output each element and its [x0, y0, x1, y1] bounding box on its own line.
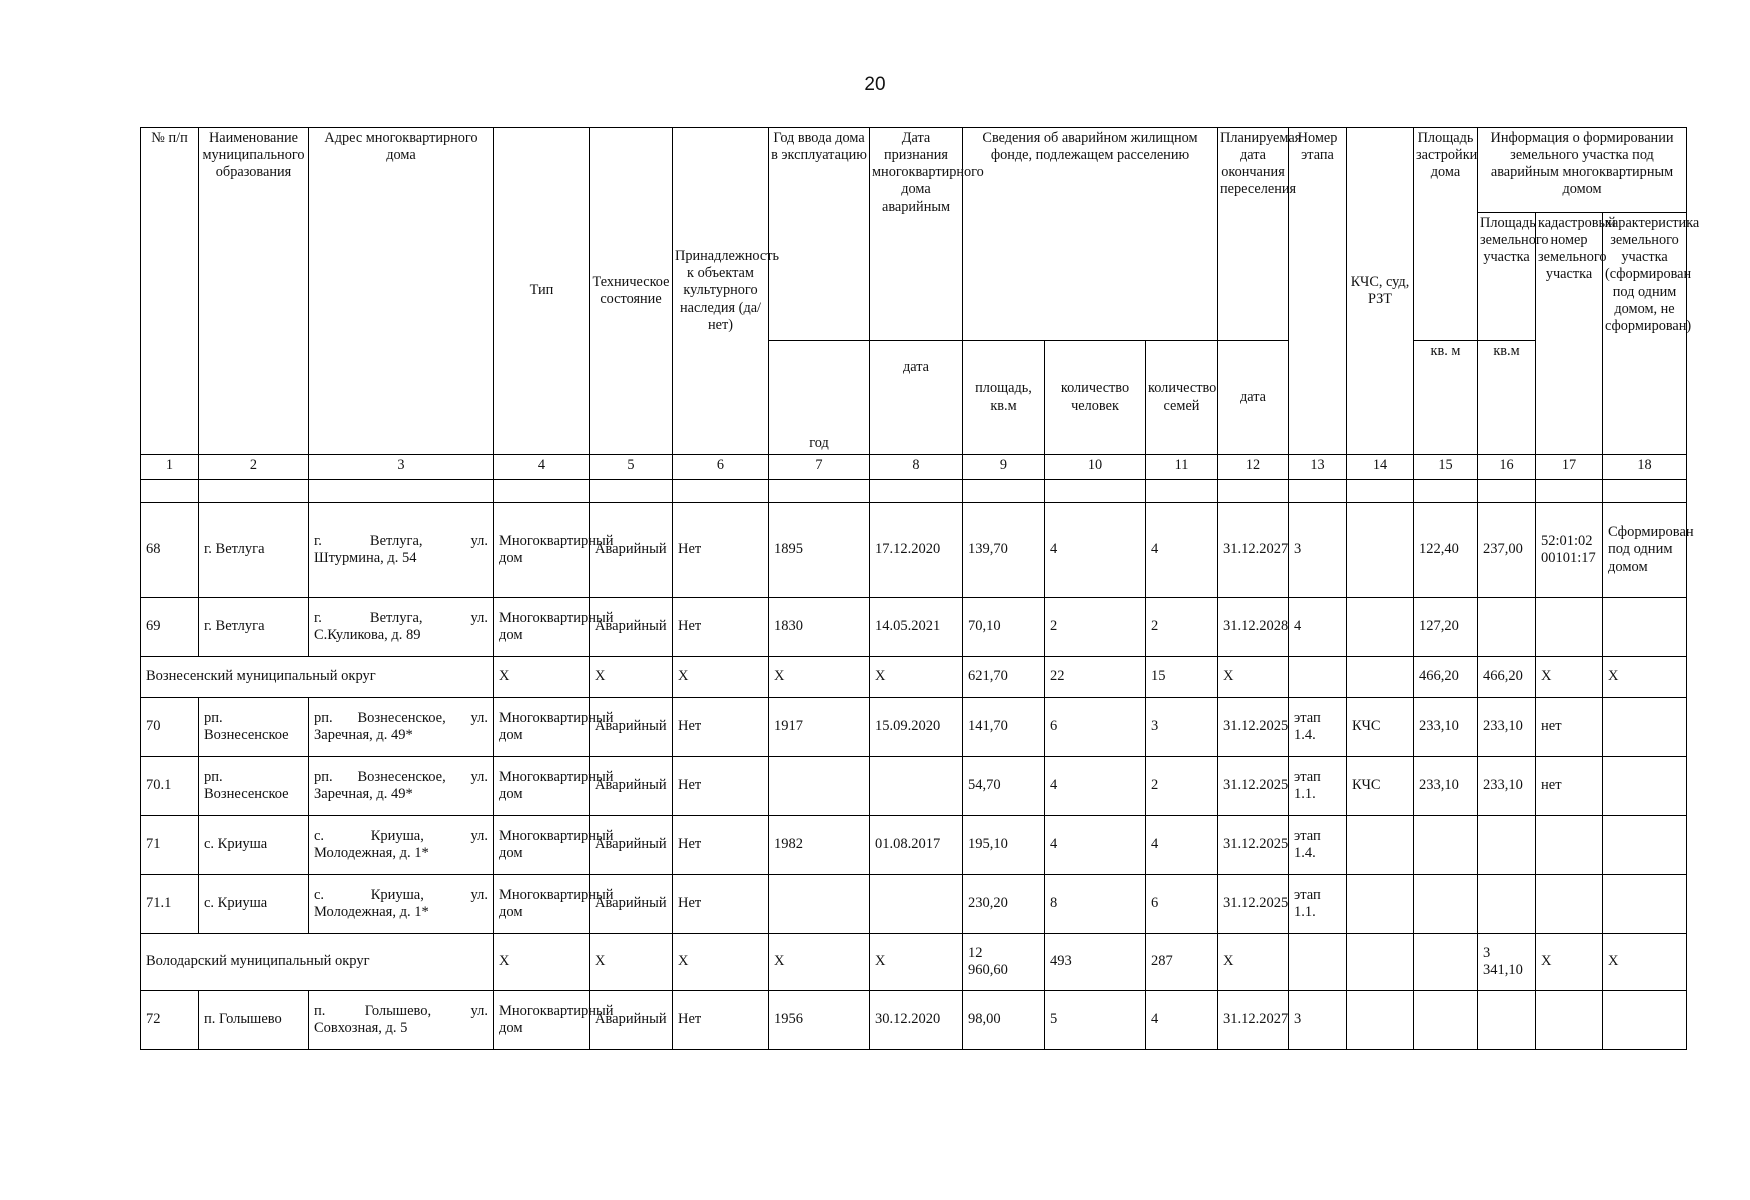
area: 54,70	[963, 757, 1045, 816]
summary-cell: Х	[1536, 657, 1603, 698]
spacer-cell	[590, 480, 673, 503]
column-number: 1	[141, 455, 199, 480]
table-row	[141, 991, 1687, 1050]
spacer-cell	[963, 480, 1045, 503]
planned-date: 31.12.2027	[1218, 503, 1289, 598]
emergency-date: 30.12.2020	[870, 991, 963, 1050]
commission-year: 1895	[769, 503, 870, 598]
land-area	[1478, 875, 1536, 934]
column-number: 10	[1045, 455, 1146, 480]
spacer-cell	[1414, 480, 1478, 503]
summary-cell: Х	[1218, 657, 1289, 698]
summary-row	[141, 934, 1687, 991]
page-number: 20	[864, 74, 886, 95]
land-area: 233,10	[1478, 757, 1536, 816]
spacer-cell	[870, 480, 963, 503]
summary-cell	[1347, 657, 1414, 698]
header-planned-date-sub: дата	[1218, 341, 1289, 455]
spacer-cell	[309, 480, 494, 503]
house-type: Многоквартирный дом	[494, 816, 590, 875]
technical-condition: Аварийный	[590, 757, 673, 816]
emergency-date: 01.08.2017	[870, 816, 963, 875]
people-count: 4	[1045, 816, 1146, 875]
header-building-area-sub: кв. м	[1414, 341, 1478, 455]
header-land-area-sub: кв.м	[1478, 341, 1536, 455]
summary-cell: Х	[1218, 934, 1289, 991]
address: г. Ветлуга, ул. Штурмина, д. 54	[309, 503, 494, 598]
stage: этап 1.1.	[1289, 875, 1347, 934]
column-number: 7	[769, 455, 870, 480]
building-area: 127,20	[1414, 598, 1478, 657]
row-number: 70	[141, 698, 199, 757]
stage: этап 1.4.	[1289, 816, 1347, 875]
header-area-sub: площадь, кв.м	[963, 341, 1045, 455]
table-row	[141, 698, 1687, 757]
stage: 4	[1289, 598, 1347, 657]
header-families-sub: количество семей	[1146, 341, 1218, 455]
column-number: 12	[1218, 455, 1289, 480]
spacer-cell	[494, 480, 590, 503]
people-count: 4	[1045, 757, 1146, 816]
commission-year	[769, 875, 870, 934]
land-area: 237,00	[1478, 503, 1536, 598]
house-type: Многоквартирный дом	[494, 503, 590, 598]
summary-cell: Х	[1603, 934, 1687, 991]
technical-condition: Аварийный	[590, 503, 673, 598]
summary-cell: Х	[673, 934, 769, 991]
technical-condition: Аварийный	[590, 816, 673, 875]
families-count: 4	[1146, 991, 1218, 1050]
people-count: 2	[1045, 598, 1146, 657]
emergency-date: 15.09.2020	[870, 698, 963, 757]
families-count: 4	[1146, 816, 1218, 875]
column-number: 9	[963, 455, 1045, 480]
table-row	[141, 503, 1687, 598]
table-row	[141, 816, 1687, 875]
summary-people: 493	[1045, 934, 1146, 991]
spacer-cell	[1146, 480, 1218, 503]
land-characteristic: Сформирован под одним домом	[1603, 503, 1687, 598]
commission-year: 1956	[769, 991, 870, 1050]
municipality: с. Криуша	[199, 875, 309, 934]
summary-cell: Х	[494, 934, 590, 991]
emergency-housing-table	[140, 127, 1700, 1050]
address: с. Криуша, ул. Молодежная, д. 1*	[309, 875, 494, 934]
header-year: Год ввода дома в эксплуатацию	[769, 128, 870, 341]
cadastral-number: нет	[1536, 757, 1603, 816]
summary-label: Вознесенский муниципальный округ	[141, 657, 494, 698]
municipality: п. Голышево	[199, 991, 309, 1050]
header-municipality: Наименование муниципального образования	[199, 128, 309, 455]
summary-land-area: 466,20	[1478, 657, 1536, 698]
summary-cell: Х	[870, 934, 963, 991]
technical-condition: Аварийный	[590, 698, 673, 757]
spacer-cell	[141, 480, 199, 503]
area: 98,00	[963, 991, 1045, 1050]
kchs: КЧС	[1347, 757, 1414, 816]
land-characteristic	[1603, 875, 1687, 934]
summary-building-area: 466,20	[1414, 657, 1478, 698]
summary-cell	[1347, 934, 1414, 991]
column-number: 8	[870, 455, 963, 480]
header-land-characteristic: характеристика земельного участка (сформирован под одним домом, не сформирован)	[1603, 213, 1687, 455]
heritage: Нет	[673, 816, 769, 875]
column-number: 2	[199, 455, 309, 480]
house-type: Многоквартирный дом	[494, 698, 590, 757]
families-count: 2	[1146, 598, 1218, 657]
header-cadastral-number: кадастровый номер земельного участка	[1536, 213, 1603, 455]
cadastral-number	[1536, 816, 1603, 875]
header-planned-date: Планируемая дата окончания переселения	[1218, 128, 1289, 341]
header-land-plot-info: Информация о формировании земельного участка под аварийным многоквартирным домом	[1478, 128, 1687, 213]
address: с. Криуша, ул. Молодежная, д. 1*	[309, 816, 494, 875]
summary-families: 15	[1146, 657, 1218, 698]
kchs: КЧС	[1347, 698, 1414, 757]
land-characteristic	[1603, 816, 1687, 875]
stage: 3	[1289, 991, 1347, 1050]
house-type: Многоквартирный дом	[494, 598, 590, 657]
column-number: 4	[494, 455, 590, 480]
spacer-cell	[673, 480, 769, 503]
summary-cell: Х	[1536, 934, 1603, 991]
emergency-date: 14.05.2021	[870, 598, 963, 657]
kchs	[1347, 598, 1414, 657]
municipality: г. Ветлуга	[199, 598, 309, 657]
table-row	[141, 757, 1687, 816]
area: 195,10	[963, 816, 1045, 875]
column-number: 3	[309, 455, 494, 480]
families-count: 6	[1146, 875, 1218, 934]
heritage: Нет	[673, 698, 769, 757]
kchs	[1347, 503, 1414, 598]
summary-cell: Х	[494, 657, 590, 698]
header-land-area: Площадь земельного участка	[1478, 213, 1536, 341]
row-number: 68	[141, 503, 199, 598]
summary-row	[141, 657, 1687, 698]
commission-year: 1982	[769, 816, 870, 875]
column-number: 6	[673, 455, 769, 480]
row-number: 71.1	[141, 875, 199, 934]
area: 230,20	[963, 875, 1045, 934]
families-count: 3	[1146, 698, 1218, 757]
area: 70,10	[963, 598, 1045, 657]
column-number: 11	[1146, 455, 1218, 480]
land-characteristic	[1603, 698, 1687, 757]
heritage: Нет	[673, 503, 769, 598]
address: п. Голышево, ул. Совхозная, д. 5	[309, 991, 494, 1050]
header-type: Тип	[494, 128, 590, 455]
row-number: 72	[141, 991, 199, 1050]
technical-condition: Аварийный	[590, 598, 673, 657]
heritage: Нет	[673, 875, 769, 934]
building-area: 233,10	[1414, 698, 1478, 757]
summary-cell	[1289, 657, 1347, 698]
spacer-cell	[1347, 480, 1414, 503]
header-resettlement-info: Сведения об аварийном жилищном фонде, подлежащем расселению	[963, 128, 1218, 341]
building-area: 233,10	[1414, 757, 1478, 816]
summary-cell: Х	[673, 657, 769, 698]
summary-people: 22	[1045, 657, 1146, 698]
technical-condition: Аварийный	[590, 991, 673, 1050]
emergency-date	[870, 875, 963, 934]
emergency-date	[870, 757, 963, 816]
people-count: 5	[1045, 991, 1146, 1050]
summary-cell: Х	[590, 657, 673, 698]
land-area	[1478, 816, 1536, 875]
table-row	[141, 598, 1687, 657]
header-number: № п/п	[141, 128, 199, 455]
header-kchs: КЧС, суд, РЗТ	[1347, 128, 1414, 455]
summary-area: 621,70	[963, 657, 1045, 698]
header-building-area: Площадь застройки дома	[1414, 128, 1478, 341]
cadastral-number	[1536, 598, 1603, 657]
header-year-sub: год	[769, 341, 870, 455]
cadastral-number	[1536, 875, 1603, 934]
people-count: 8	[1045, 875, 1146, 934]
spacer-cell	[1603, 480, 1687, 503]
planned-date: 31.12.2028	[1218, 598, 1289, 657]
heritage: Нет	[673, 991, 769, 1050]
column-number: 13	[1289, 455, 1347, 480]
kchs	[1347, 816, 1414, 875]
municipality: г. Ветлуга	[199, 503, 309, 598]
land-area	[1478, 991, 1536, 1050]
kchs	[1347, 875, 1414, 934]
cadastral-number: нет	[1536, 698, 1603, 757]
spacer-cell	[199, 480, 309, 503]
emergency-date: 17.12.2020	[870, 503, 963, 598]
row-number: 69	[141, 598, 199, 657]
house-type: Многоквартирный дом	[494, 757, 590, 816]
municipality: рп. Вознесенское	[199, 757, 309, 816]
land-characteristic	[1603, 991, 1687, 1050]
building-area	[1414, 875, 1478, 934]
summary-land-area: 3 341,10	[1478, 934, 1536, 991]
house-type: Многоквартирный дом	[494, 991, 590, 1050]
summary-cell: Х	[870, 657, 963, 698]
kchs	[1347, 991, 1414, 1050]
header-heritage: Принадлежность к объектам культурного наследия (да/нет)	[673, 128, 769, 455]
commission-year: 1830	[769, 598, 870, 657]
row-number: 70.1	[141, 757, 199, 816]
header-address: Адрес многоквартирного дома	[309, 128, 494, 455]
people-count: 4	[1045, 503, 1146, 598]
spacer-cell	[1536, 480, 1603, 503]
address: рп. Вознесенское, ул. Заречная, д. 49*	[309, 698, 494, 757]
summary-families: 287	[1146, 934, 1218, 991]
cadastral-number	[1536, 991, 1603, 1050]
house-type: Многоквартирный дом	[494, 875, 590, 934]
families-count: 2	[1146, 757, 1218, 816]
table-row	[141, 875, 1687, 934]
area: 139,70	[963, 503, 1045, 598]
summary-cell: Х	[769, 657, 870, 698]
land-area: 233,10	[1478, 698, 1536, 757]
column-number: 18	[1603, 455, 1687, 480]
stage: этап 1.4.	[1289, 698, 1347, 757]
column-number: 16	[1478, 455, 1536, 480]
spacer-cell	[1478, 480, 1536, 503]
municipality: рп. Вознесенское	[199, 698, 309, 757]
land-area	[1478, 598, 1536, 657]
summary-cell: Х	[769, 934, 870, 991]
column-number: 14	[1347, 455, 1414, 480]
column-number: 5	[590, 455, 673, 480]
spacer-cell	[1045, 480, 1146, 503]
summary-cell: Х	[1603, 657, 1687, 698]
spacer-cell	[769, 480, 870, 503]
row-number: 71	[141, 816, 199, 875]
header-stage: Номер этапа	[1289, 128, 1347, 455]
address: рп. Вознесенское, ул. Заречная, д. 49*	[309, 757, 494, 816]
area: 141,70	[963, 698, 1045, 757]
land-characteristic	[1603, 757, 1687, 816]
heritage: Нет	[673, 757, 769, 816]
building-area	[1414, 816, 1478, 875]
cadastral-number: 52:01:0200101:17	[1536, 503, 1603, 598]
summary-cell: Х	[590, 934, 673, 991]
header-emergency-date: Дата признания многоквартирного дома аварийным	[870, 128, 963, 341]
column-number: 15	[1414, 455, 1478, 480]
municipality: с. Криуша	[199, 816, 309, 875]
planned-date: 31.12.2025	[1218, 757, 1289, 816]
commission-year	[769, 757, 870, 816]
header-condition: Техническое состояние	[590, 128, 673, 455]
planned-date: 31.12.2025	[1218, 875, 1289, 934]
address: г. Ветлуга, ул. С.Куликова, д. 89	[309, 598, 494, 657]
spacer-cell	[1289, 480, 1347, 503]
summary-area: 12 960,60	[963, 934, 1045, 991]
heritage: Нет	[673, 598, 769, 657]
column-number: 17	[1536, 455, 1603, 480]
summary-building-area	[1414, 934, 1478, 991]
planned-date: 31.12.2025	[1218, 698, 1289, 757]
technical-condition: Аварийный	[590, 875, 673, 934]
summary-cell	[1289, 934, 1347, 991]
building-area: 122,40	[1414, 503, 1478, 598]
planned-date: 31.12.2025	[1218, 816, 1289, 875]
families-count: 4	[1146, 503, 1218, 598]
header-date-sub: дата	[870, 341, 963, 455]
land-characteristic	[1603, 598, 1687, 657]
people-count: 6	[1045, 698, 1146, 757]
building-area	[1414, 991, 1478, 1050]
stage: этап 1.1.	[1289, 757, 1347, 816]
commission-year: 1917	[769, 698, 870, 757]
spacer-cell	[1218, 480, 1289, 503]
summary-label: Володарский муниципальный округ	[141, 934, 494, 991]
planned-date: 31.12.2027	[1218, 991, 1289, 1050]
header-people-sub: количество человек	[1045, 341, 1146, 455]
stage: 3	[1289, 503, 1347, 598]
